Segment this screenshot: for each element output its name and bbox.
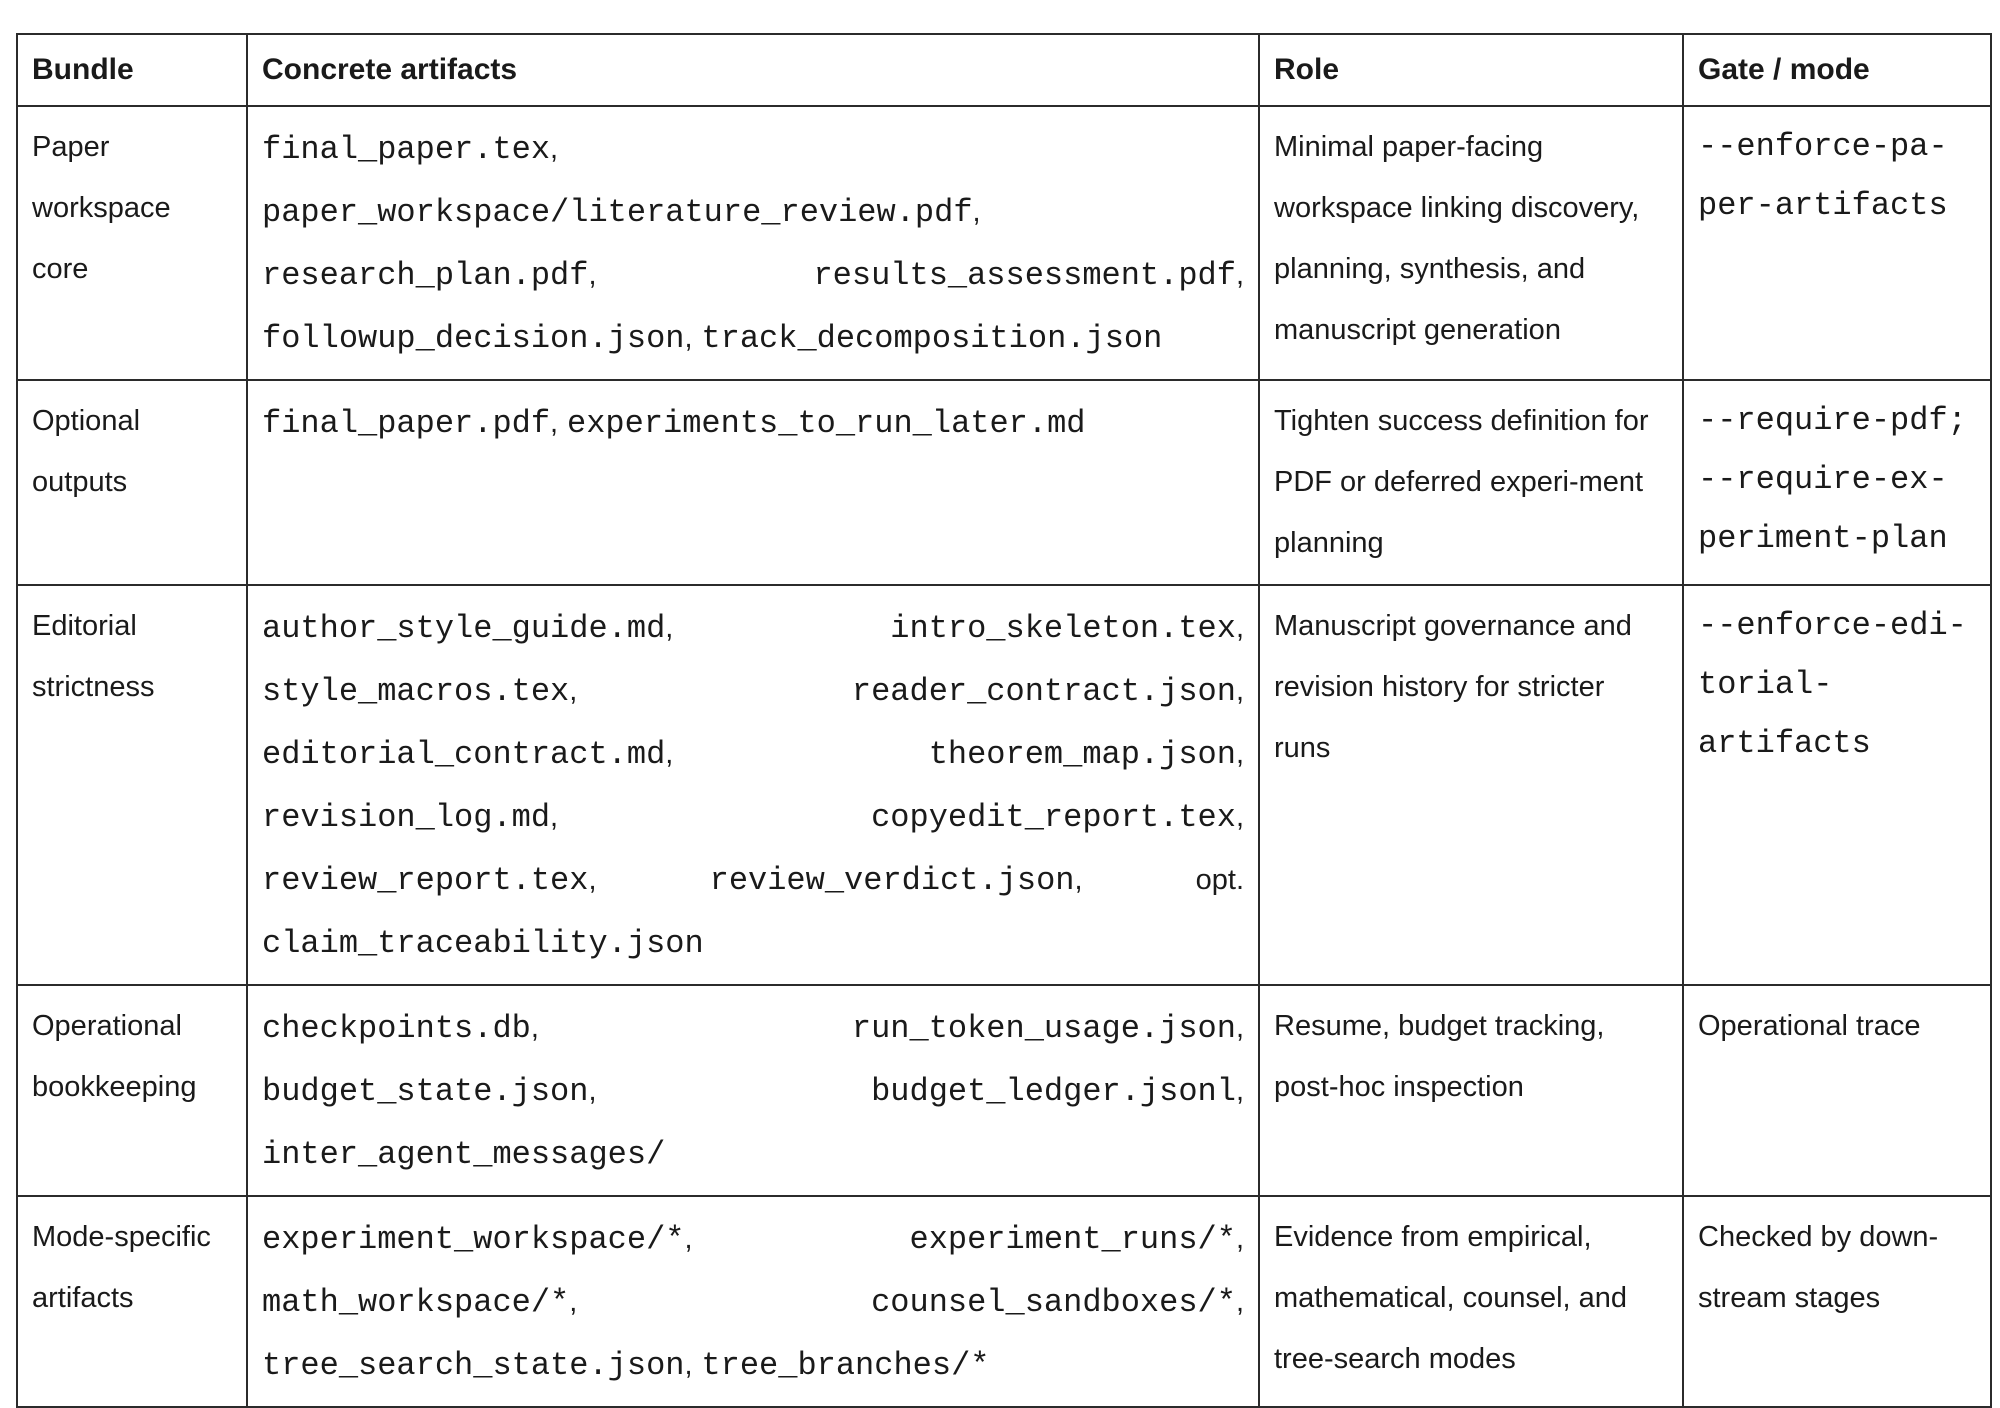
artifact-separator: , <box>1235 259 1244 291</box>
artifact-separator: , <box>530 1012 539 1044</box>
artifact-line <box>262 306 1244 369</box>
gate-flag: --require-pdf; <box>1698 402 1967 439</box>
bundle-line: bookkeeping <box>32 1071 197 1103</box>
table-row <box>17 106 1991 380</box>
artifacts-cell <box>247 985 1259 1196</box>
artifact-line <box>262 996 1244 1059</box>
gate-flag: --require-ex- <box>1698 461 1948 498</box>
artifact-line <box>262 243 1244 306</box>
artifact-separator: , <box>1235 612 1244 644</box>
bundle-line: Paper <box>32 131 110 163</box>
bundle-line: Editorial <box>32 610 137 642</box>
artifact-filename: review_verdict.json <box>709 862 1075 899</box>
artifact-separator: , <box>684 1349 693 1381</box>
artifact-line <box>262 848 1244 911</box>
role-cell: Minimal paper-facing workspace linking discovery, planning, synthesis, and manuscript generation <box>1259 106 1683 380</box>
artifact-line <box>262 1122 1244 1185</box>
artifact-filename: final_paper.tex <box>262 131 551 168</box>
artifact-separator: , <box>1235 1223 1244 1255</box>
bundle-cell <box>17 380 247 585</box>
artifact-separator: , <box>550 801 559 833</box>
artifact-line <box>262 1270 1244 1333</box>
artifact-line <box>262 596 1244 659</box>
gate-flag: artifacts <box>1698 725 1871 762</box>
artifact-filename: budget_ledger.jsonl <box>871 1073 1236 1110</box>
gate-cell <box>1683 585 1991 985</box>
artifact-separator: , <box>684 1223 693 1255</box>
artifact-filename: counsel_sandboxes/* <box>871 1284 1236 1321</box>
gate-cell <box>1683 985 1991 1196</box>
artifact-line <box>262 659 1244 722</box>
artifact-line <box>262 911 1244 974</box>
artifact-filename: copyedit_report.tex <box>871 799 1236 836</box>
bundle-cell <box>17 1196 247 1407</box>
gate-flag: per-artifacts <box>1698 187 1948 224</box>
gate-cell <box>1683 106 1991 380</box>
artifact-separator: , <box>1235 1012 1244 1044</box>
artifact-separator: , <box>1235 675 1244 707</box>
gate-cell <box>1683 1196 1991 1407</box>
table-body <box>17 106 1991 1407</box>
table-row <box>17 1196 1991 1407</box>
gate-flag: torial- <box>1698 666 1833 703</box>
header-row <box>17 34 1991 106</box>
artifact-separator: , <box>665 612 674 644</box>
table-row <box>17 380 1991 585</box>
gate-flag: --enforce-pa- <box>1698 128 1948 165</box>
bundle-line: workspace <box>32 192 171 224</box>
role-cell: Resume, budget tracking, post-hoc inspection <box>1259 985 1683 1196</box>
artifact-filename: editorial_contract.md <box>262 736 666 773</box>
bundle-line: Optional <box>32 405 141 437</box>
header-artifacts: Concrete artifacts <box>247 34 1259 106</box>
header-bundle: Bundle <box>17 34 247 106</box>
gate-flag: --enforce-edi- <box>1698 607 1967 644</box>
gate-text: Operational trace <box>1698 1010 1921 1042</box>
bundle-line: Operational <box>32 1010 182 1042</box>
table-row <box>17 585 1991 985</box>
artifact-filename: reader_contract.json <box>851 673 1236 710</box>
artifact-filename: run_token_usage.json <box>851 1010 1236 1047</box>
artifact-line <box>262 1207 1244 1270</box>
artifact-filename: paper_workspace/literature_review.pdf <box>262 194 973 231</box>
artifact-separator: , <box>569 675 578 707</box>
bundle-cell <box>17 106 247 380</box>
artifact-line <box>262 117 1244 180</box>
artifact-separator: , <box>588 864 597 896</box>
bundle-line: core <box>32 253 89 285</box>
artifacts-cell <box>247 380 1259 585</box>
artifact-filename: tree_branches/* <box>701 1347 990 1384</box>
artifact-bundles-table <box>16 33 1992 1408</box>
artifact-filename: experiment_workspace/* <box>262 1221 685 1258</box>
artifact-filename: results_assessment.pdf <box>813 257 1236 294</box>
artifact-separator: , <box>588 1075 597 1107</box>
artifact-separator: , <box>1235 801 1244 833</box>
artifacts-cell <box>247 106 1259 380</box>
artifacts-cell <box>247 585 1259 985</box>
artifact-filename: research_plan.pdf <box>262 257 589 294</box>
role-cell: Tighten success definition for PDF or deferred experi-ment planning <box>1259 380 1683 585</box>
artifact-separator: , <box>665 738 674 770</box>
artifact-line <box>262 180 1244 243</box>
artifact-filename: inter_agent_messages/ <box>262 1136 666 1173</box>
table-row <box>17 985 1991 1196</box>
artifact-filename: claim_traceability.json <box>262 925 704 962</box>
artifact-filename: review_report.tex <box>262 862 589 899</box>
artifact-separator: , <box>684 322 693 354</box>
artifact-separator: opt. <box>1195 864 1244 896</box>
bundle-line: outputs <box>32 466 128 498</box>
artifact-separator: , <box>1074 864 1083 896</box>
bundle-line: artifacts <box>32 1282 134 1314</box>
artifact-filename: followup_decision.json <box>262 320 685 357</box>
artifact-separator: , <box>550 133 559 165</box>
artifact-separator: , <box>1235 738 1244 770</box>
artifact-filename: revision_log.md <box>262 799 551 836</box>
artifact-separator: , <box>1235 1075 1244 1107</box>
artifact-filename: final_paper.pdf <box>262 405 551 442</box>
gate-text: Checked by down- <box>1698 1221 1939 1253</box>
bundle-line: strictness <box>32 671 155 703</box>
artifact-filename: intro_skeleton.tex <box>890 610 1236 647</box>
artifact-filename: budget_state.json <box>262 1073 589 1110</box>
artifact-filename: author_style_guide.md <box>262 610 666 647</box>
artifact-line <box>262 722 1244 785</box>
bundle-cell <box>17 985 247 1196</box>
artifact-separator: , <box>569 1286 578 1318</box>
artifact-filename: math_workspace/* <box>262 1284 570 1321</box>
artifact-filename: experiment_runs/* <box>909 1221 1236 1258</box>
artifact-filename: track_decomposition.json <box>701 320 1163 357</box>
bundle-cell <box>17 585 247 985</box>
artifact-line <box>262 1333 1244 1396</box>
header-gate: Gate / mode <box>1683 34 1991 106</box>
gate-cell <box>1683 380 1991 585</box>
artifact-filename: tree_search_state.json <box>262 1347 685 1384</box>
role-cell: Evidence from empirical, mathematical, counsel, and tree-search modes <box>1259 1196 1683 1407</box>
role-cell: Manuscript governance and revision history for stricter runs <box>1259 585 1683 985</box>
artifact-filename: theorem_map.json <box>928 736 1236 773</box>
artifact-separator: , <box>588 259 597 291</box>
gate-text: stream stages <box>1698 1282 1881 1314</box>
artifacts-cell <box>247 1196 1259 1407</box>
artifact-line <box>262 1059 1244 1122</box>
artifact-filename: checkpoints.db <box>262 1010 531 1047</box>
gate-flag: periment-plan <box>1698 520 1948 557</box>
artifact-filename: style_macros.tex <box>262 673 570 710</box>
bundle-line: Mode-specific <box>32 1221 211 1253</box>
artifact-line <box>262 391 1244 454</box>
artifact-line <box>262 785 1244 848</box>
artifact-separator: , <box>1235 1286 1244 1318</box>
artifact-filename: experiments_to_run_later.md <box>567 405 1086 442</box>
header-role: Role <box>1259 34 1683 106</box>
artifact-separator: , <box>972 196 981 228</box>
artifact-separator: , <box>550 407 559 439</box>
